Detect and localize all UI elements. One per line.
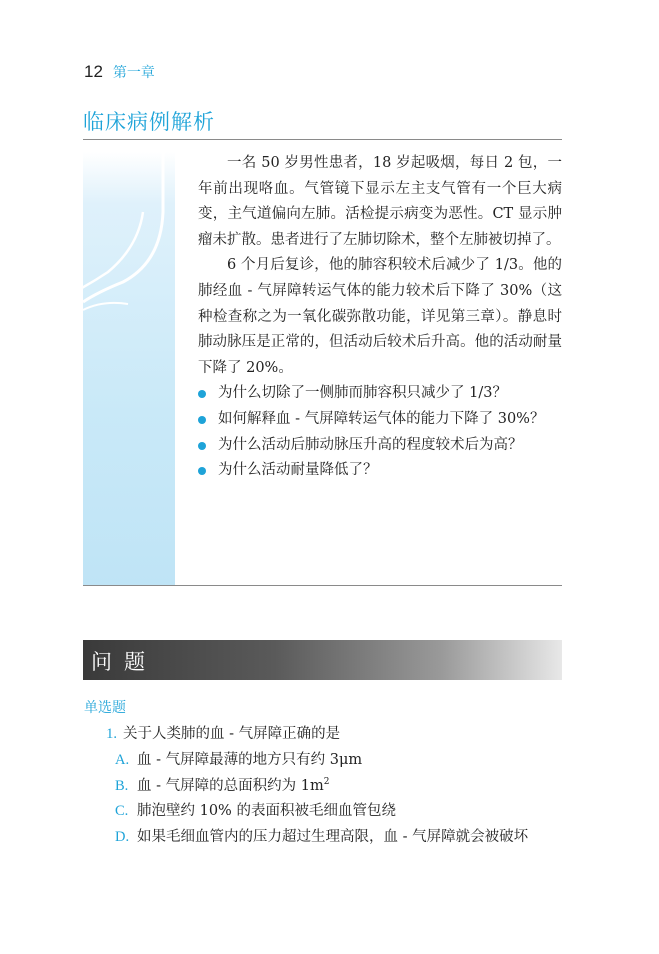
question-stem-row <box>84 722 564 748</box>
section-title: 临床病例解析 <box>83 110 215 134</box>
case-divider <box>83 585 562 586</box>
case-paragraph: 一名 50 岁男性患者，18 岁起吸烟，每日 2 包，一年前出现咯血。气管镜下显示左主支气管有一个巨大病变，主气道偏向左肺。活检提示病变为恶性。CT 显示肿瘤未扩散。患者进行了左肺切除术，整个左肺被切掉了。 <box>198 155 562 248</box>
case-decorative-sidebar <box>83 152 175 585</box>
option-text: 如果毛细血管内的压力超过生理高限，血 - 气屏障就会被破坏 <box>137 829 529 846</box>
option-b <box>84 774 564 800</box>
option-letter: C. <box>115 803 129 820</box>
option-text: 肺泡壁约 10% 的表面积被毛细血管包绕 <box>137 803 396 820</box>
chapter-label: 第一章 <box>112 65 155 81</box>
questions-banner <box>83 640 562 680</box>
superscript: 2 <box>323 776 330 787</box>
questions-heading: 问题 <box>91 650 157 674</box>
option-a <box>84 748 564 774</box>
option-text: 血 - 气屏障最薄的地方只有约 3μm <box>137 751 363 768</box>
bullet-icon <box>198 442 206 450</box>
running-header <box>84 62 155 86</box>
mcq-block <box>84 722 564 851</box>
case-paragraph: 6 个月后复诊，他的肺容积较术后减少了 1/3。他的肺经血 - 气屏障转运气体的能力较术后下降了 30%（这种检查称之为一氧化碳弥散功能，详见第三章）。静息时肺动脉压是正常的，但活动后较术后升高。他的活动耐量下降了 20%。 <box>198 257 562 376</box>
bullet-icon <box>198 416 206 424</box>
list-item: 为什么活动后肺动脉压升高的程度较术后为高？ <box>198 433 562 459</box>
case-text <box>198 151 562 484</box>
question-type-label: 单选题 <box>84 700 126 716</box>
bullet-icon <box>198 467 206 475</box>
question-stem: 关于人类肺的血 - 气屏障正确的是 <box>123 726 341 742</box>
list-item: 为什么活动耐量降低了？ <box>198 458 562 484</box>
list-item: 如何解释血 - 气屏障转运气体的能力下降了 30%？ <box>198 407 562 433</box>
bullet-icon <box>198 390 206 398</box>
option-d <box>84 825 564 851</box>
option-letter: B. <box>115 777 129 794</box>
case-question-list <box>198 381 562 483</box>
question-number: 1. <box>106 726 117 742</box>
decorative-arcs-icon <box>83 152 175 352</box>
option-letter: A. <box>115 751 130 768</box>
list-item: 为什么切除了一侧肺而肺容积只减少了 1/3？ <box>198 381 562 407</box>
option-c <box>84 799 564 825</box>
option-text: 血 - 气屏障的总面积约为 $1m^2$ <box>137 776 330 794</box>
page-number: 12 <box>84 62 103 81</box>
option-letter: D. <box>115 829 130 846</box>
